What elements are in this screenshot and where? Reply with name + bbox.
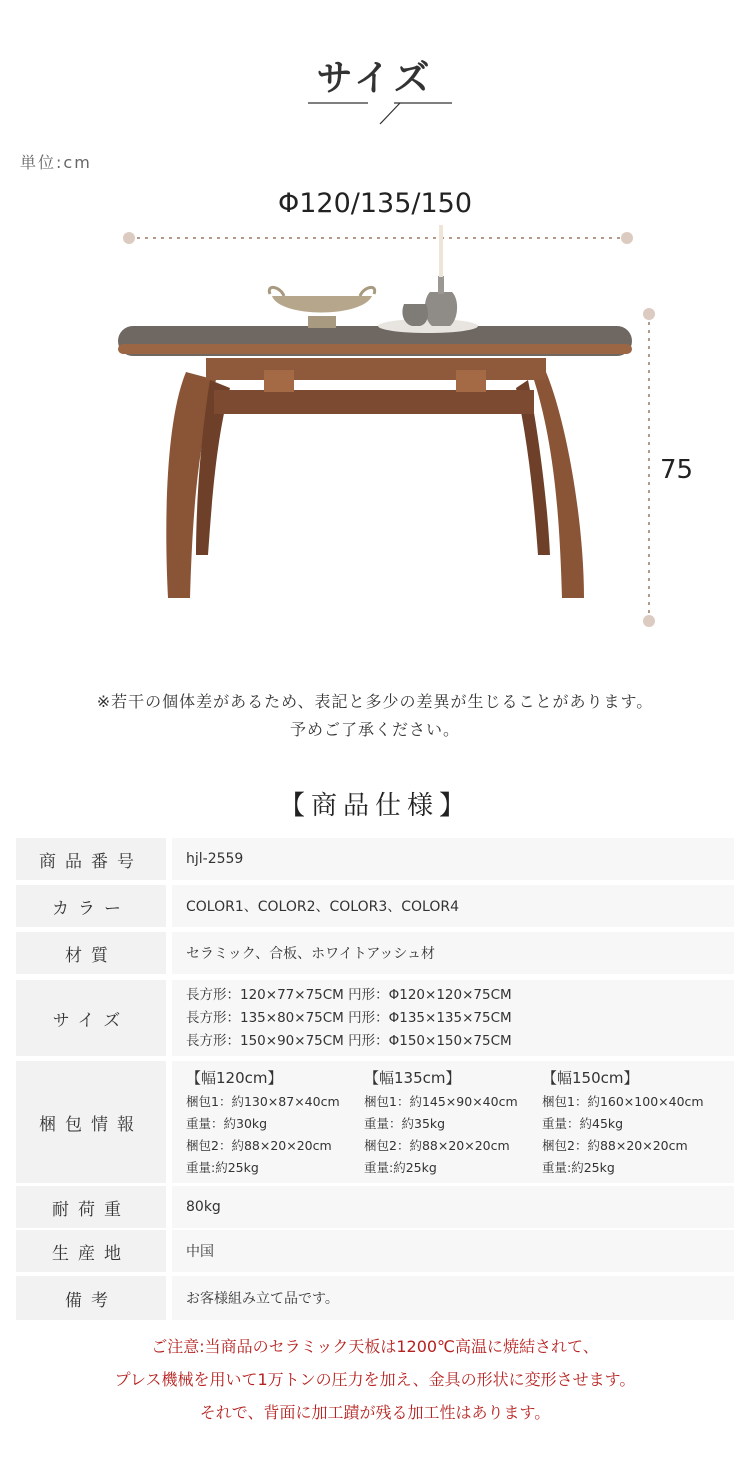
spec-row-load [16,1186,734,1228]
caution-line: ご注意:当商品のセラミック天板は1200℃高温に焼結されて、 [151,1337,599,1356]
caution-line: それで、背面に加工蹟が残る加工性はあります。 [199,1403,551,1422]
spec-value: 中国 [172,1230,734,1272]
spec-value: お客様組み立て品です。 [172,1276,734,1320]
height-label: 75 [660,455,694,485]
packing-column-150 [542,1065,720,1179]
caution-line: プレス機械を用いて1万トンの圧力を加え、金具の形状に変形させます。 [114,1370,636,1389]
spec-label: 備考 [16,1276,166,1320]
height-dimension-line [643,308,655,627]
spec-label: 耐荷重 [16,1186,166,1228]
width-dimension-line [123,232,633,244]
spec-row-color [16,885,734,927]
caution-note [0,1330,750,1429]
spec-value [172,1061,734,1183]
size-line: 長方形：120×77×75CM 円形：Φ120×120×75CM [186,986,512,1003]
packing-line: 重量：約30kg [186,1116,268,1131]
packing-line: 重量：約45kg [542,1116,624,1131]
packing-line: 梱包1：約160×100×40cm [542,1094,704,1109]
packing-heading: 【幅135cm】 [364,1069,461,1087]
section-title: サイズ [316,58,434,99]
spec-label: 梱包情報 [16,1061,166,1183]
unit-label: 単位:cm [20,153,92,172]
spec-value: セラミック、合板、ホワイトアッシュ材 [172,932,734,974]
spec-value: COLOR1、COLOR2、COLOR3、COLOR4 [172,885,734,927]
spec-row-material [16,932,734,974]
spec-row-model [16,838,734,880]
packing-line: 梱包2：約88×20×20cm [186,1138,332,1153]
packing-line: 梱包1：約145×90×40cm [364,1094,518,1109]
diameter-label: Φ120/135/150 [277,188,473,219]
packing-heading: 【幅120cm】 [186,1069,283,1087]
packing-column-120 [186,1065,364,1179]
spec-label: カラー [16,885,166,927]
packing-line: 重量:約25kg [186,1160,259,1175]
packing-line: 重量:約25kg [364,1160,437,1175]
spec-row-size [16,980,734,1056]
spec-value: hjl-2559 [172,838,734,880]
spec-row-origin [16,1230,734,1272]
spec-label: 材質 [16,932,166,974]
packing-line: 重量：約35kg [364,1116,446,1131]
size-line: 長方形：135×80×75CM 円形：Φ135×135×75CM [186,1009,512,1026]
spec-label: サイズ [16,980,166,1056]
individual-difference-notice [0,688,750,744]
spec-title: 【商品仕様】 [278,791,471,821]
packing-line: 梱包2：約88×20×20cm [364,1138,510,1153]
spec-row-packing [16,1061,734,1183]
packing-line: 梱包2：約88×20×20cm [542,1138,688,1153]
spec-label: 生産地 [16,1230,166,1272]
size-line: 長方形：150×90×75CM 円形：Φ150×150×75CM [186,1032,512,1049]
packing-column-135 [364,1065,542,1179]
packing-heading: 【幅150cm】 [542,1069,639,1087]
packing-line: 重量:約25kg [542,1160,615,1175]
spec-value: 80kg [172,1186,734,1228]
notice-line: ※若干の個体差があるため、表記と多少の差異が生じることがあります。 [96,692,654,711]
spec-label: 商品番号 [16,838,166,880]
table-image [118,225,632,598]
spec-row-remarks [16,1276,734,1320]
product-illustration [0,0,750,660]
packing-line: 梱包1：約130×87×40cm [186,1094,340,1109]
notice-line: 予めご了承ください。 [289,720,460,739]
spec-value [172,980,734,1056]
